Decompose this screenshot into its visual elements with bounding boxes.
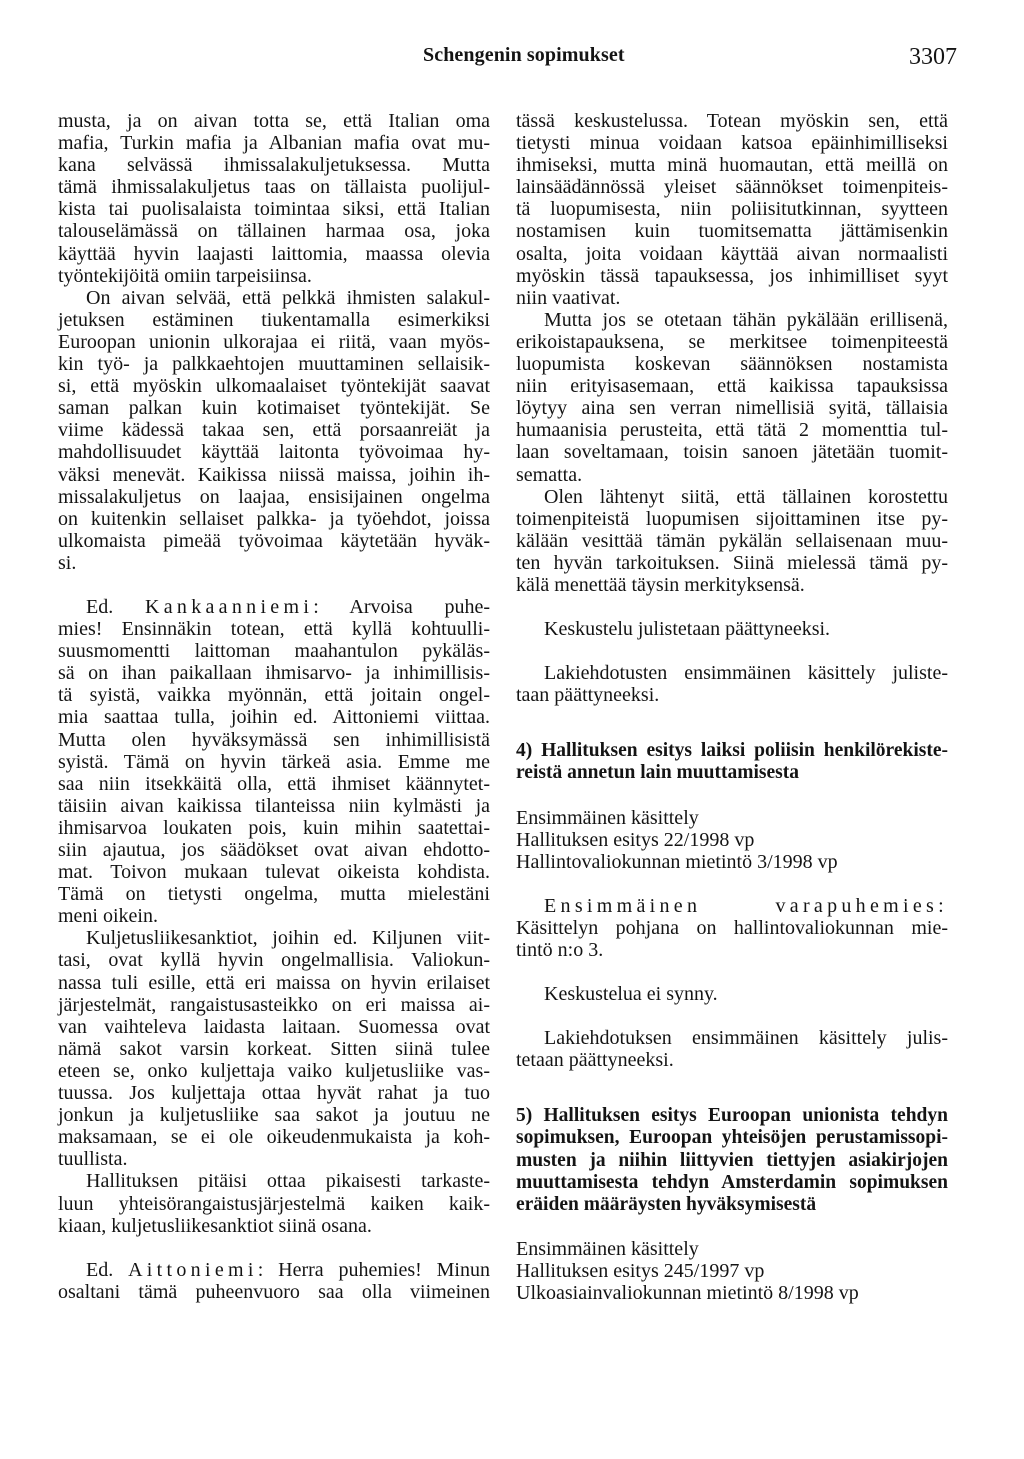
- speaker-name: Kankaanniemi: [144, 595, 314, 618]
- text-line: Hallituksen esitys 245/1997 vp: [516, 1259, 765, 1282]
- text-line: mafia, Turkin mafia ja Albanian mafia ovat mu-: [58, 132, 490, 155]
- text-line: mahdollisuudet käyttää laitonta työvoimaa hy-: [58, 441, 490, 464]
- text-line: kiaan, kuljetusliikesanktiot siinä osana.: [58, 1214, 372, 1237]
- running-title: Schengenin sopimukset: [423, 44, 625, 66]
- text-line: myöskin tässä tapauksessa, jos inhimilliset syyt: [516, 264, 948, 287]
- text-line: kista tai puolisalaista toimintaa siksi, että Italian: [58, 198, 490, 221]
- text-line: mies! Ensinnäkin totean, että kyllä kohtuulli-: [58, 618, 490, 641]
- text-line: musta, ja on aivan totta se, että Italian oma: [58, 110, 490, 132]
- heading-line: reistä annetun lain muuttamisesta: [516, 762, 799, 784]
- text-line: Käsittelyn pohjana on hallintovaliokunnan mie-: [516, 916, 948, 939]
- text-line: nämä sakot varsin korkeat. Sitten siinä tulee: [58, 1037, 490, 1060]
- text-line: Euroopan unionin ulkorajaa ei riitä, vaan myös-: [58, 330, 490, 353]
- text-line: luopumista koskevan säännöksen nostamista: [516, 353, 948, 376]
- text-line: tä luopumisesta, niin poliisitutkinnan, syytteen: [516, 198, 948, 221]
- text-line: Ensimmäinen käsittely: [516, 1237, 699, 1260]
- speech-opening-line: [58, 596, 490, 618]
- heading-line: 4) Hallituksen esitys laiksi poliisin henkilörekiste-: [516, 740, 948, 762]
- text-line: sematta.: [516, 463, 583, 486]
- text-line: Lakiehdotuksen ensimmäinen käsittely julis-: [544, 1027, 948, 1050]
- paragraph: [516, 309, 948, 486]
- text-line: mat. Toivon mukaan tulevat oikeista kohdista.: [58, 861, 490, 884]
- paragraph: [516, 110, 948, 309]
- text-line: Olen lähtenyt siitä, että tällainen korostettu: [544, 485, 948, 508]
- text-line: suusmomentti laittoman maahantulon pykäläs-: [58, 640, 490, 663]
- text-line: van vaihteleva laidasta laitaan. Suomessa ovat: [58, 1015, 490, 1038]
- text-line: ulkomaista pimeää työvoimaa käytetään hyväk-: [58, 529, 490, 552]
- text-line: väksi menevät. Kaikissa niissä maissa, joihin ih-: [58, 463, 490, 486]
- speech-aittoniemi: [58, 1259, 490, 1303]
- text-line: eteen se, onko kuljettaja vaiko kuljetusliike vas-: [58, 1059, 490, 1082]
- text-line: tetaan päättyneeksi.: [516, 1049, 674, 1072]
- heading-line: muuttamisesta tehdyn Amsterdamin sopimuksen: [516, 1171, 948, 1193]
- text-line: niin vaativat.: [516, 286, 621, 309]
- text-line: tuussa. Jos kuljettaja ottaa hyvät rahat ja tuo: [58, 1082, 490, 1105]
- paragraph: [516, 486, 948, 596]
- closing-statement: [516, 983, 948, 1005]
- text-line: si.: [58, 551, 77, 574]
- paragraph: [58, 927, 490, 1170]
- text-line: Hallintovaliokunnan mietintö 3/1998 vp: [516, 850, 838, 873]
- text-line: Ulkoasiainvaliokunnan mietintö 8/1998 vp: [516, 1282, 859, 1305]
- text-line: löytyy aina sen verran nimellisiä syitä, tällaisia: [516, 397, 948, 420]
- text-line: Tämä on tietysti ongelma, mutta mielestäni: [58, 883, 490, 906]
- agenda-item-4-info: [516, 807, 948, 873]
- text-line: : Herra puhemies! Minun: [257, 1258, 490, 1281]
- paragraph: [58, 1170, 490, 1236]
- text-line: käyttää hyvin laajasti laittomia, maassa olevia: [58, 242, 490, 265]
- agenda-item-5-info: [516, 1238, 948, 1304]
- text-line: Mutta olen hyväksymässä sen inhimillisistä: [58, 728, 490, 751]
- page-number: 3307: [909, 44, 957, 70]
- text-line: ihmiseksi, mutta minä huomautan, että meillä on: [516, 154, 948, 177]
- text-line: nostamisen kuin tuomitsematta jättämisenkin: [516, 220, 948, 243]
- text-line: laan soveltamaan, toisin sanoen jätetään tuomit-: [516, 441, 948, 464]
- text-line: tämä ihmissalakuljetus taas on tällaista puolijul-: [58, 176, 490, 199]
- text-line: Ensimmäinen käsittely: [516, 806, 699, 829]
- text-line: mia saattaa tulla, joihin ed. Aittoniemi viittaa.: [58, 706, 490, 729]
- speaker-name: Ensimmäinen varapuhemies:: [544, 894, 948, 917]
- text-line: täisiin aivan kaikissa tilanteissa niin kylmästi ja: [58, 794, 490, 817]
- text-line: maksamaan, se ei ole oikeudenmukaista ja koh-: [58, 1126, 490, 1149]
- text-line: syistä. Tämä on hyvin tärkeä asia. Emme me: [58, 750, 490, 773]
- text-line: kin työ- ja palkkaehtojen muuttaminen sellaisik-: [58, 353, 490, 376]
- text-line: talouselämässä on tällainen harmaa osa, joka: [58, 220, 490, 243]
- text-line: siin ajautua, jos säädökset ovat aivan ehdotto-: [58, 839, 490, 861]
- agenda-item-5-heading: [516, 1105, 948, 1215]
- text-line: toimenpiteistä luopumisen sijoittaminen itse py-: [516, 507, 948, 530]
- text-line: nassa tuli esille, että eri maissa on hyvin erilaiset: [58, 971, 490, 994]
- text-line: osaltani tämä puheenvuoro saa olla viimeinen: [58, 1280, 490, 1303]
- text-line: lainsäädännössä yleiset säännökset toimenpiteis-: [516, 176, 948, 199]
- text-line: järjestelmät, rangaistusasteikko on eri maissa ai-: [58, 993, 490, 1016]
- text-line: Kuljetusliikesanktiot, joihin ed. Kiljunen viit-: [86, 927, 490, 950]
- text-line: taan päättyneeksi.: [516, 684, 660, 707]
- text-line: sä on ihan paikallaan ihmisarvo- ja inhimillisis-: [58, 662, 490, 685]
- text-line: tä syistä, vaikka myönnän, että joitain ongel-: [58, 684, 490, 707]
- agenda-item-4-heading: [516, 740, 948, 784]
- text-line: : Arvoisa puhe-: [313, 595, 491, 618]
- text-line: jonkun ja kuljetusliike saa sakot ja joutuu ne: [58, 1104, 490, 1127]
- right-column: [516, 110, 948, 1304]
- text-line: kana selvässä ihmissalakuljetuksessa. Mutta: [58, 154, 490, 177]
- text-line: si, että myöskin ulkomaalaiset työntekijät saavat: [58, 375, 490, 398]
- text-line: Keskustelua ei synny.: [544, 983, 718, 1006]
- text-line: osalta, joita voidaan käyttää aivan normaalisti: [516, 242, 948, 265]
- paragraph: [58, 110, 490, 287]
- heading-line: musten ja niihin liittyvien tiettyjen asiakirjojen: [516, 1149, 948, 1171]
- closing-statement: [516, 662, 948, 706]
- paragraph: [58, 287, 490, 574]
- text-line: kälä menettää täysin merkityksensä.: [516, 573, 805, 596]
- text-line: tintö n:o 3.: [516, 939, 604, 961]
- speaker-name: Aittoniemi: [128, 1258, 258, 1281]
- text-line: Lakiehdotusten ensimmäinen käsittely juliste-: [544, 662, 948, 685]
- text-line: niin erityisasemaan, että kaikissa tapauksissa: [516, 375, 948, 398]
- left-column: [58, 110, 490, 1303]
- speaker-prefix: Ed.: [86, 1258, 114, 1281]
- text-line: tasi, ovat kyllä hyvin ongelmallisia. Valiokun-: [58, 949, 490, 972]
- text-line: tuullista.: [58, 1148, 128, 1171]
- text-line: ten hyvän tarkoituksen. Siinä mielessä tämä py-: [516, 551, 948, 574]
- text-line: on kuitenkin sellaiset palkka- ja työehdot, joissa: [58, 507, 490, 530]
- text-line: Hallituksen pitäisi ottaa pikaisesti tarkaste-: [86, 1170, 490, 1193]
- text-line: luun yhteisörangaistusjärjestelmä kaiken kaik-: [58, 1192, 490, 1215]
- text-line: meni oikein.: [58, 905, 158, 928]
- text-line: tässä keskustelussa. Totean myöskin sen, että: [516, 110, 948, 132]
- heading-line: sopimuksen, Euroopan yhteisöjen perustamissopi-: [516, 1127, 948, 1149]
- text-line: missalakuljetus on laajaa, ensisijainen ongelma: [58, 485, 490, 508]
- text-line: viime kädessä takaa sen, että porsaanreiät ja: [58, 419, 490, 442]
- text-line: työntekijöitä omiin tarpeisiinsa.: [58, 264, 312, 287]
- text-line: Keskustelu julistetaan päättyneeksi.: [544, 618, 831, 641]
- text-line: jetuksen estäminen tiukentamalla esimerkiksi: [58, 308, 490, 331]
- closing-statement: [516, 618, 948, 640]
- text-line: tietysti minua voidaan katsoa epäinhimilliseksi: [516, 132, 948, 155]
- speech-kankaanniemi: [58, 596, 490, 927]
- heading-line: 5) Hallituksen esitys Euroopan unionista tehdyn: [516, 1105, 948, 1127]
- text-line: ihmisarvoa loukaten pois, kuin mihin saatettai-: [58, 816, 490, 839]
- text-line: kälään vesittää tämän pykälän sellaisenaan muu-: [516, 529, 948, 552]
- text-line: humaanisia perusteita, että tätä 2 momenttia tul-: [516, 419, 948, 442]
- speech-opening-line: [58, 1259, 490, 1281]
- text-line: On aivan selvää, että pelkkä ihmisten salakul-: [86, 286, 490, 309]
- text-line: saman palkan kuin kotimaiset työntekijät. Se: [58, 397, 490, 420]
- closing-statement: [516, 1027, 948, 1071]
- text-line: Mutta jos se otetaan tähän pykälään erillisenä,: [544, 308, 948, 331]
- chair-statement: [516, 895, 948, 961]
- heading-line: eräiden määräysten hyväksymisestä: [516, 1193, 817, 1215]
- text-line: Hallituksen esitys 22/1998 vp: [516, 828, 755, 851]
- speaker-prefix: Ed.: [86, 595, 114, 618]
- text-line: saa niin itsekkäitä olla, että ihmiset käännytet-: [58, 772, 490, 795]
- page-header: [0, 44, 1024, 74]
- text-line: erikoistapauksena, se merkitsee toimenpiteestä: [516, 330, 948, 353]
